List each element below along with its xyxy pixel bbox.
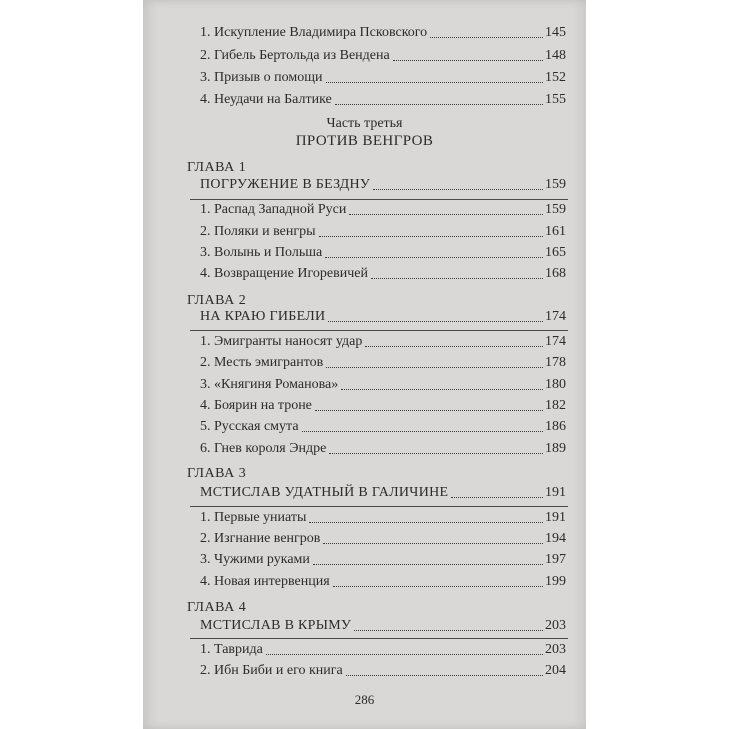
leader-dots xyxy=(333,586,543,587)
entry-page: 159 xyxy=(545,177,566,192)
entry-page: 203 xyxy=(545,642,566,657)
entry-title: 2. Гибель Бертольда из Вендена xyxy=(200,48,390,63)
chapter-heading: ГЛАВА 1 xyxy=(187,160,247,175)
toc-entry xyxy=(200,334,566,350)
leader-dots xyxy=(319,236,543,237)
chapter-title-entry xyxy=(200,309,566,325)
toc-entry xyxy=(200,245,566,261)
chapter-title-entry xyxy=(200,485,566,501)
toc-entry xyxy=(200,663,566,679)
leader-dots xyxy=(302,431,543,432)
toc-entry xyxy=(200,642,566,658)
entry-title: 3. Призыв о помощи xyxy=(200,70,323,85)
toc-entry xyxy=(200,224,566,240)
leader-dots xyxy=(326,367,543,368)
leader-dots xyxy=(430,37,543,38)
leader-dots xyxy=(323,543,543,544)
entry-page: 197 xyxy=(545,552,566,567)
leader-dots xyxy=(315,410,543,411)
toc-entry xyxy=(200,398,566,414)
book-page xyxy=(143,0,586,729)
entry-page: 191 xyxy=(545,485,566,500)
entry-title: 1. Эмигранты наносят удар xyxy=(200,334,363,349)
chapter-heading: ГЛАВА 4 xyxy=(187,600,247,615)
entry-page: 194 xyxy=(545,531,566,546)
entry-page: 178 xyxy=(545,355,566,370)
part-title: ПРОТИВ ВЕНГРОВ xyxy=(295,133,434,149)
entry-title: 6. Гнев короля Эндре xyxy=(200,441,327,456)
entry-page: 186 xyxy=(545,419,566,434)
entry-page: 148 xyxy=(545,48,566,63)
entry-page: 182 xyxy=(545,398,566,413)
leader-dots xyxy=(346,675,543,676)
entry-title: 4. Возвращение Игоревичей xyxy=(200,266,368,281)
toc-entry xyxy=(200,552,566,568)
entry-page: 161 xyxy=(545,224,566,239)
leader-dots xyxy=(451,497,543,498)
leader-dots xyxy=(365,346,543,347)
chapter-title: ПОГРУЖЕНИЕ В БЕЗДНУ xyxy=(200,177,371,192)
leader-dots xyxy=(313,564,543,565)
entry-title: 2. Поляки и венгры xyxy=(200,224,316,239)
toc-entry xyxy=(200,70,566,86)
leader-dots xyxy=(354,630,543,631)
entry-title: 3. Чужими руками xyxy=(200,552,310,567)
toc-entry xyxy=(200,531,566,547)
entry-title: 4. Боярин на троне xyxy=(200,398,312,413)
chapter-heading: ГЛАВА 3 xyxy=(187,466,247,481)
entry-page: 189 xyxy=(545,441,566,456)
entry-page: 203 xyxy=(545,618,566,633)
leader-dots xyxy=(325,257,543,258)
entry-title: 2. Ибн Биби и его книга xyxy=(200,663,343,678)
entry-title: 5. Русская смута xyxy=(200,419,299,434)
entry-title: 1. Первые униаты xyxy=(200,510,307,525)
separator xyxy=(190,330,568,331)
toc-entry xyxy=(200,441,566,457)
separator xyxy=(190,506,568,507)
toc-entry xyxy=(200,510,566,526)
leader-dots xyxy=(373,189,543,190)
leader-dots xyxy=(371,278,543,279)
entry-page: 204 xyxy=(545,663,566,678)
entry-page: 180 xyxy=(545,377,566,392)
entry-title: 3. «Княгиня Романова» xyxy=(200,377,339,392)
chapter-title: МСТИСЛАВ УДАТНЫЙ В ГАЛИЧИНЕ xyxy=(200,485,449,500)
entry-page: 168 xyxy=(545,266,566,281)
toc-entry xyxy=(200,355,566,371)
leader-dots xyxy=(309,522,543,523)
entry-title: 2. Месть эмигрантов xyxy=(200,355,324,370)
entry-page: 199 xyxy=(545,574,566,589)
entry-page: 159 xyxy=(545,202,566,217)
entry-page: 155 xyxy=(545,92,566,107)
chapter-title: НА КРАЮ ГИБЕЛИ xyxy=(200,309,326,324)
entry-title: 4. Неудачи на Балтике xyxy=(200,92,332,107)
entry-page: 191 xyxy=(545,510,566,525)
toc-entry xyxy=(200,377,566,393)
leader-dots xyxy=(266,654,543,655)
entry-page: 174 xyxy=(545,309,566,324)
leader-dots xyxy=(329,453,543,454)
entry-page: 165 xyxy=(545,245,566,260)
entry-title: 1. Искупление Владимира Псковского xyxy=(200,25,428,40)
leader-dots xyxy=(328,321,543,322)
entry-page: 152 xyxy=(545,70,566,85)
entry-title: 1. Таврида xyxy=(200,642,263,657)
entry-page: 145 xyxy=(545,25,566,40)
chapter-title: МСТИСЛАВ В КРЫМУ xyxy=(200,618,352,633)
entry-title: 3. Волынь и Польша xyxy=(200,245,323,260)
entry-title: 2. Изгнание венгров xyxy=(200,531,321,546)
entry-page: 174 xyxy=(545,334,566,349)
entry-title: 4. Новая интервенция xyxy=(200,574,330,589)
chapter-title-entry xyxy=(200,618,566,634)
chapter-title-entry xyxy=(200,177,566,193)
part-label: Часть третья xyxy=(326,116,403,131)
toc-entry xyxy=(200,419,566,435)
leader-dots xyxy=(335,104,543,105)
leader-dots xyxy=(326,82,543,83)
toc-entry xyxy=(200,25,566,41)
leader-dots xyxy=(341,389,543,390)
toc-entry xyxy=(200,266,566,282)
entry-title: 1. Распад Западной Руси xyxy=(200,202,347,217)
toc-entry xyxy=(200,92,566,108)
toc-entry xyxy=(200,574,566,590)
leader-dots xyxy=(349,214,543,215)
chapter-heading: ГЛАВА 2 xyxy=(187,293,247,308)
toc-entry xyxy=(200,202,566,218)
separator xyxy=(190,638,568,639)
toc-entry xyxy=(200,48,566,64)
separator xyxy=(190,199,568,200)
leader-dots xyxy=(393,60,543,61)
page-number: 286 xyxy=(354,692,375,707)
